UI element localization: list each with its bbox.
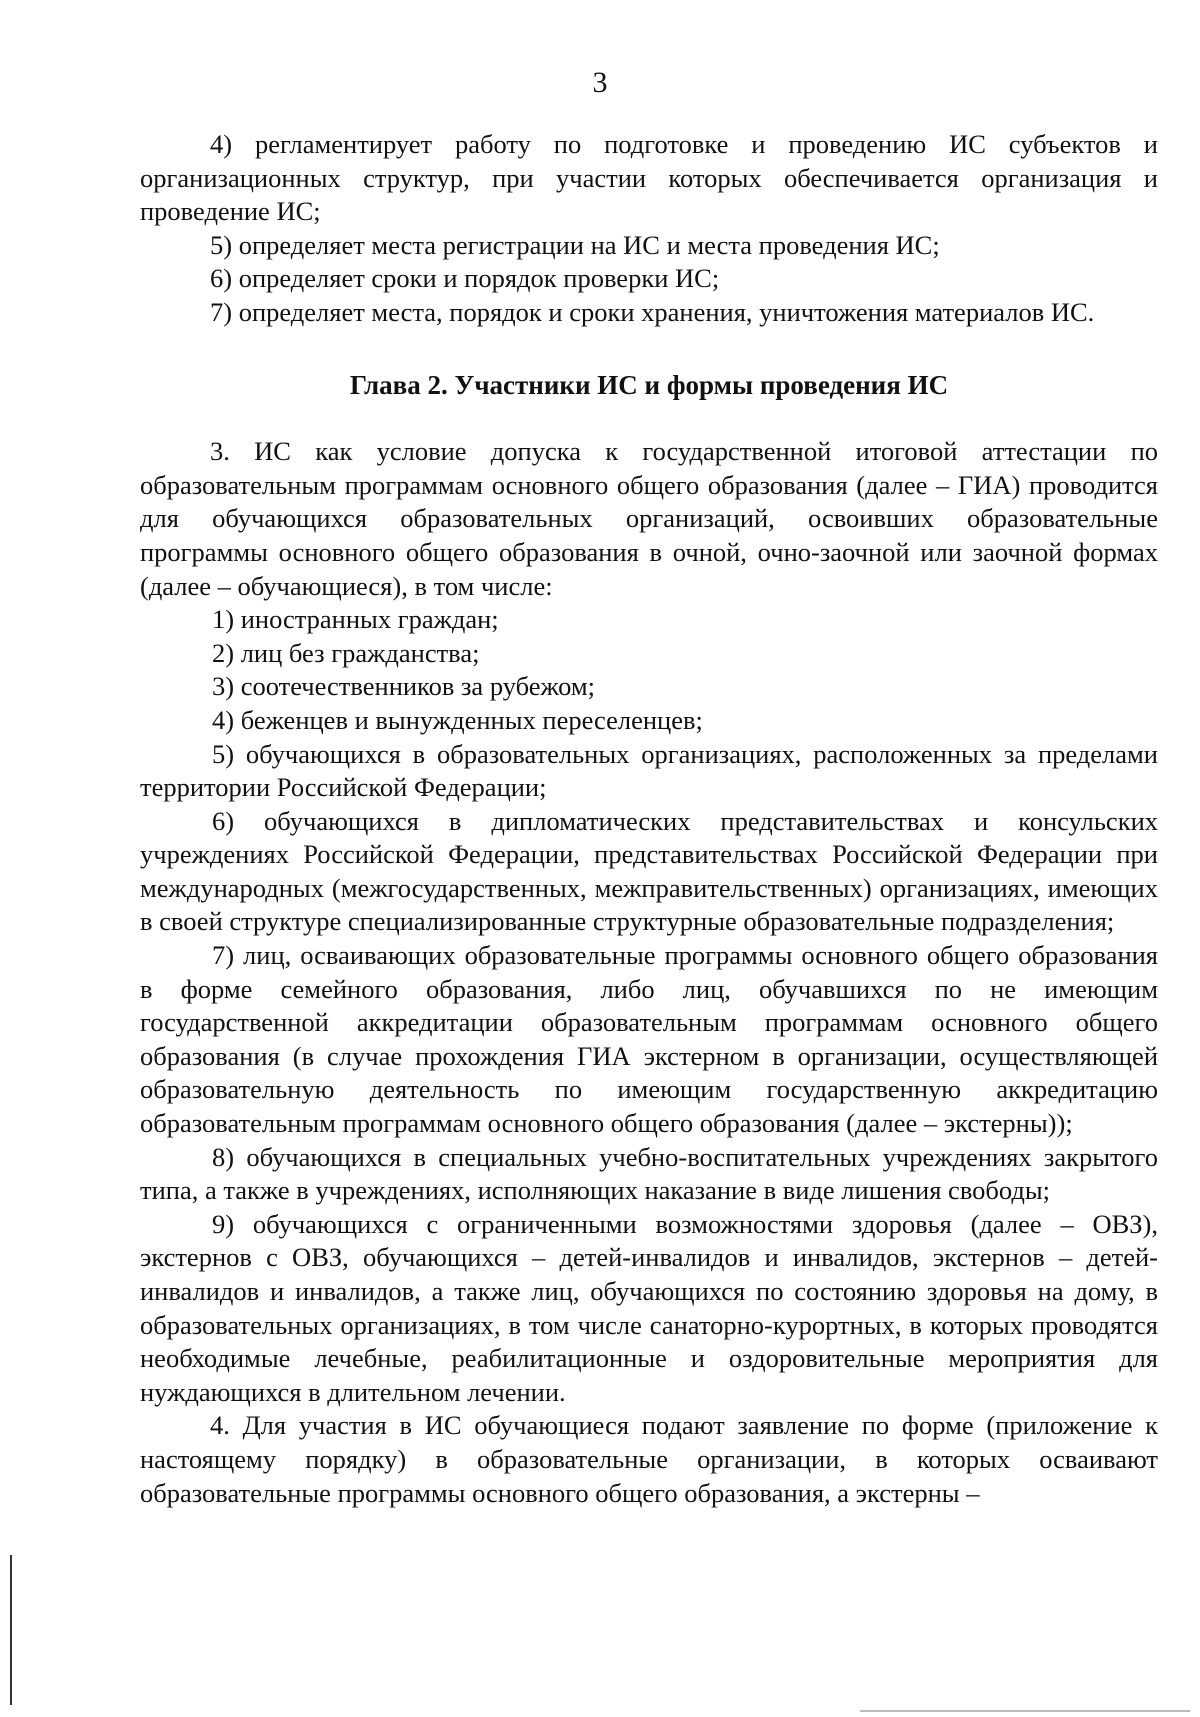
clause-3-item-9: 9) обучающихся с ограниченными возможностями здоровья (далее – ОВЗ), экстернов с ОВЗ, обучающихся – детей-инвалидов и инвалидов, экстернов – детей-инвалидов и инвалидов, а также лиц, обучающихся по состоянию здоровья на дому, в образовательных организациях, в том числе санаторно-курортных, в которых проводятся необходимые лечебные, реабилитационные и оздоровительные мероприятия для нуждающихся в длительном лечении. [140, 1208, 1158, 1407]
clause-3-item-6: 6) обучающихся в дипломатических представительствах и консульских учреждениях Российской Федерации, представительствах Российской Федерации при международных (межгосударственных, межправительственных) организациях, имеющих в своей структуре специализированные структурные образовательные подразделения; [140, 805, 1158, 937]
page-number: 3 [592, 66, 608, 99]
list-item-7: 7) определяет места, порядок и сроки хранения, уничтожения материалов ИС. [210, 296, 1095, 327]
chapter-heading: Глава 2. Участники ИС и формы проведения ИС [349, 369, 949, 400]
clause-3-item-4: 4) беженцев и вынужденных переселенцев; [212, 704, 703, 735]
list-item-5: 5) определяет места регистрации на ИС и места проведения ИС; [210, 229, 940, 260]
scan-edge-line [10, 1555, 12, 1705]
clause-3-intro: 3. ИС как условие допуска к государственной итоговой аттестации по образовательным программам основного общего образования (далее – ГИА) проводится для обучающихся образовательных организаций, освоивших образовательные программы основного общего образования в очной, очно-заочной или заочной формах (далее – обучающиеся), в том числе: [140, 436, 1158, 601]
clause-3-item-1: 1) иностранных граждан; [212, 604, 499, 635]
clause-3-item-2: 2) лиц без гражданства; [212, 637, 480, 668]
clause-4: 4. Для участия в ИС обучающиеся подают заявление по форме (приложение к настоящему порядку) в образовательные организации, в которых осваивают образовательные программы основного общего образования, а экстерны – [140, 1410, 1158, 1508]
clause-3-item-7: 7) лиц, осваивающих образовательные программы основного общего образования в форме семейного образования, либо лиц, обучавшихся по не имеющим государственной аккредитации образовательным программам основного общего образования (в случае прохождения ГИА экстерном в организации, осуществляющей образовательную деятельность по имеющим государственную аккредитацию образовательным программам основного общего образования (далее – экстерны)); [140, 940, 1158, 1139]
document-body [140, 128, 1158, 1510]
clause-3-item-3: 3) соотечественников за рубежом; [212, 671, 596, 702]
clause-3-item-5: 5) обучающихся в образовательных организациях, расположенных за пределами территории Российской Федерации; [140, 738, 1158, 803]
scan-bottom-line [860, 1710, 1190, 1712]
list-item-4: 4) регламентирует работу по подготовке и проведению ИС субъектов и организационных структур, при участии которых обеспечивается организация и проведение ИС; [140, 129, 1158, 227]
clause-3-item-8: 8) обучающихся в специальных учебно-воспитательных учреждениях закрытого типа, а также в учреждениях, исполняющих наказание в виде лишения свободы; [140, 1141, 1158, 1206]
list-item-6: 6) определяет сроки и порядок проверки ИС; [210, 263, 720, 294]
